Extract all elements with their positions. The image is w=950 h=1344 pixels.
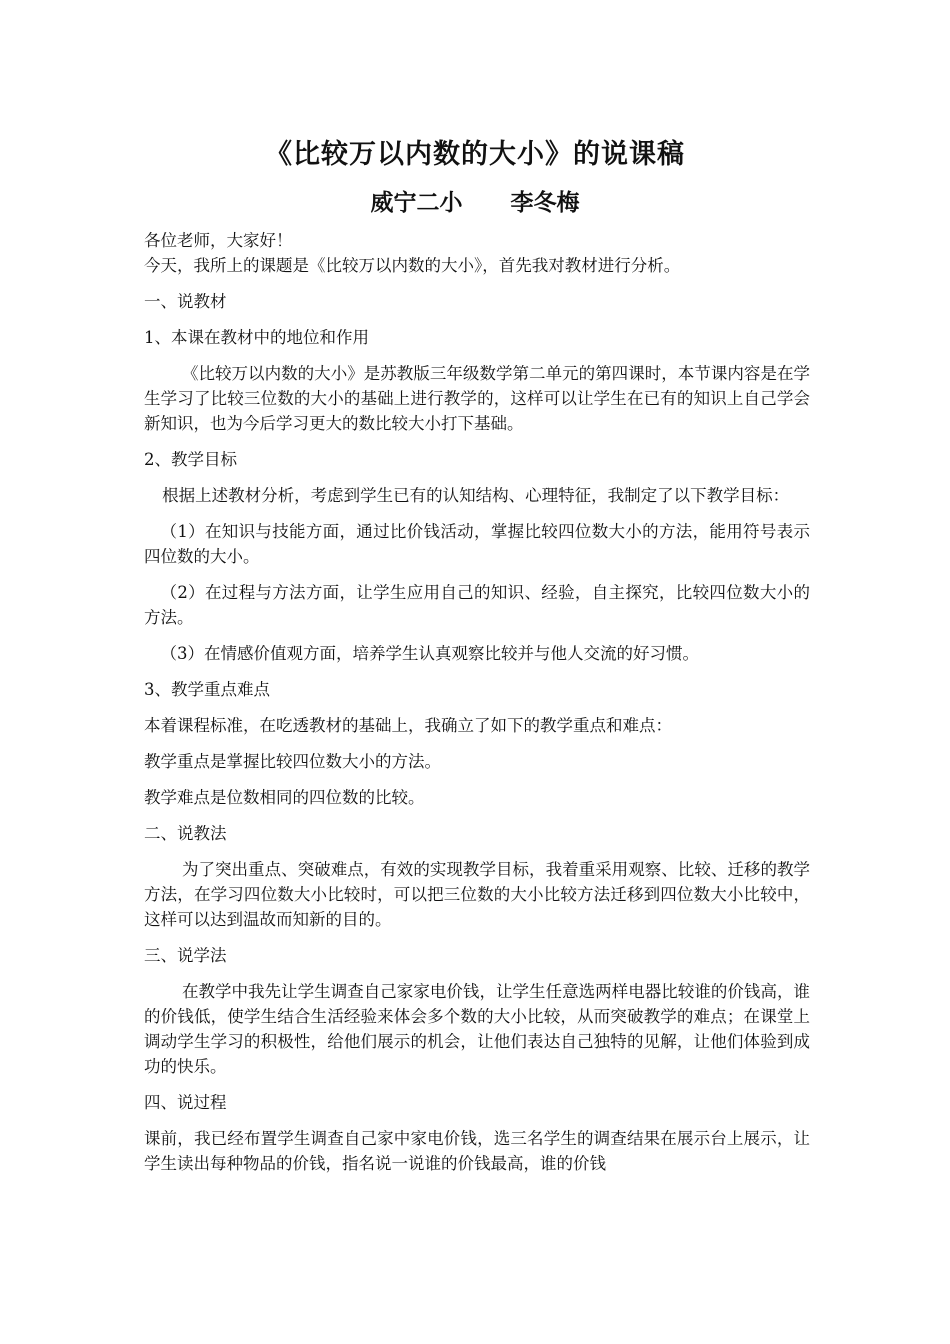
section-heading: 四、说过程 [144, 1093, 227, 1112]
paragraph: 今天，我所上的课题是《比较万以内数的大小》，首先我对教材进行分析。 [144, 256, 681, 275]
paragraph: 教学难点是位数相同的四位数的比较。 [144, 788, 425, 807]
subsection-heading: 2、教学目标 [144, 450, 237, 469]
document-title: 《比较万以内数的大小》的说课稿 [265, 139, 685, 170]
paragraph: 为了突出重点、突破难点，有效的实现教学目标，我着重采用观察、比较、迁移的教学方法，在学习四位数大小比较时，可以把三位数的大小比较方法迁移到四位数大小比较中，这样可以达到温故而知新的目的。 [144, 860, 810, 929]
paragraph: 《比较万以内数的大小》是苏教版三年级数学第二单元的第四课时，本节课内容是在学生学习了比较三位数的大小的基础上进行教学的，这样可以让学生在已有的知识上自己学会新知识，也为今后学习更大的数比较大小打下基础。 [144, 364, 810, 433]
section-heading: 三、说学法 [144, 946, 227, 965]
paragraph: 在教学中我先让学生调查自己家家电价钱，让学生任意选两样电器比较谁的价钱高，谁的价钱低，使学生结合生活经验来体会多个数的大小比较，从而突破教学的难点；在课堂上调动学生学习的积极性，给他们展示的机会，让他们表达自己独特的见解，让他们体验到成功的快乐。 [144, 982, 810, 1076]
paragraph: 根据上述教材分析，考虑到学生已有的认知结构、心理特征，我制定了以下教学目标： [162, 486, 790, 505]
section-heading: 一、说教材 [144, 292, 227, 311]
author-line: 威宁二小 李冬梅 [370, 190, 580, 216]
subsection-heading: 3、教学重点难点 [144, 680, 270, 699]
section-heading: 二、说教法 [144, 824, 227, 843]
paragraph: 课前，我已经布置学生调查自己家中家电价钱，选三名学生的调查结果在展示台上展示，让学生读出每种物品的价钱，指名说一说谁的价钱最高，谁的价钱 [144, 1129, 810, 1173]
objective-item: （3）在情感价值观方面，培养学生认真观察比较并与他人交流的好习惯。 [160, 644, 699, 663]
subsection-heading: 1、本课在教材中的地位和作用 [144, 328, 369, 347]
document-body [144, 228, 810, 1176]
objective-item: （1）在知识与技能方面，通过比价钱活动，掌握比较四位数大小的方法，能用符号表示四位数的大小。 [144, 522, 810, 566]
greeting: 各位老师，大家好！ [144, 231, 293, 250]
paragraph: 教学重点是掌握比较四位数大小的方法。 [144, 752, 441, 771]
objective-item: （2）在过程与方法方面，让学生应用自己的知识、经验，自主探究，比较四位数大小的方法。 [144, 583, 810, 627]
paragraph: 本着课程标准，在吃透教材的基础上，我确立了如下的教学重点和难点： [144, 716, 672, 735]
